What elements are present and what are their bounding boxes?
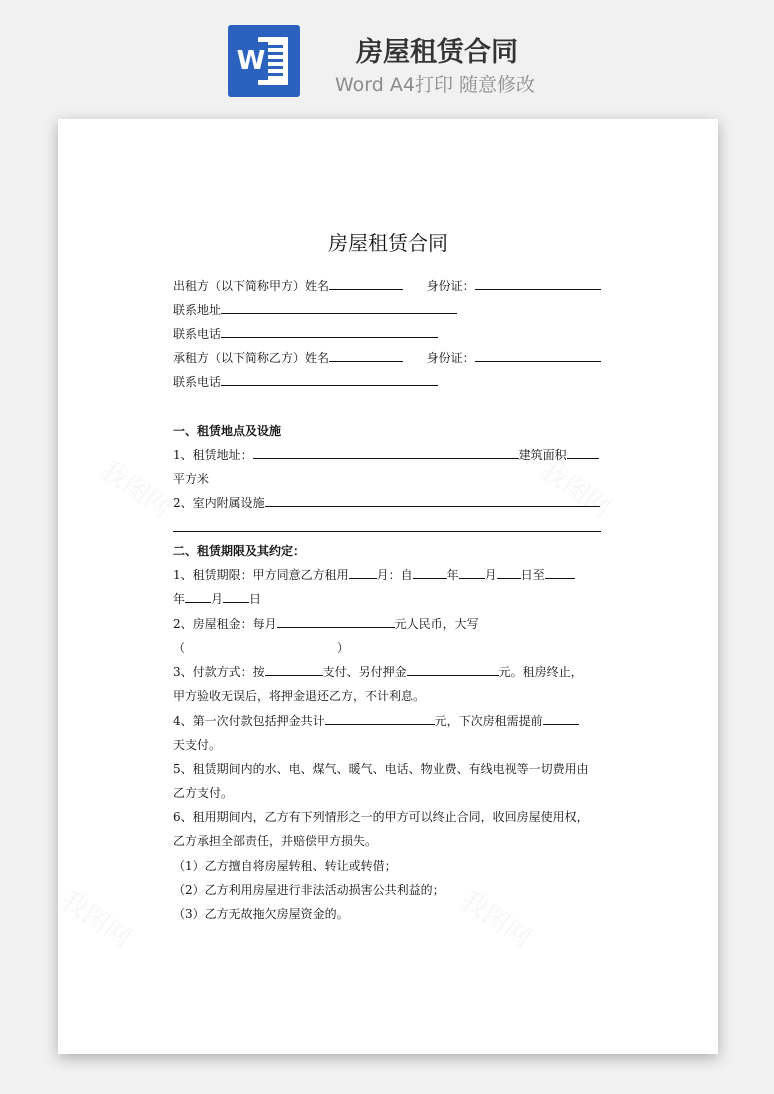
payment-text: 元。租房终止，: [498, 665, 583, 679]
blank: [413, 564, 447, 579]
payment-label: 3、付款方式：按: [173, 665, 265, 679]
blank: [567, 444, 599, 459]
payment-line: [173, 661, 583, 683]
blank: [543, 710, 579, 725]
fees-line: 5、租赁期间内的水、电、煤气、暖气、电话、物业费、有线电视等一切费用由: [173, 762, 589, 776]
blank-full-line: [173, 531, 601, 532]
address-label: 联系地址: [173, 303, 222, 317]
header-subtitle: Word A4打印 随意修改: [334, 74, 535, 96]
termination-line: 6、租用期间内，乙方有下列情形之一的甲方可以终止合同，收回房屋使用权，: [173, 810, 589, 824]
blank: [497, 564, 521, 579]
section2-heading: 二、租赁期限及其约定：: [173, 544, 306, 558]
blank: [223, 588, 249, 603]
blank: [407, 661, 499, 676]
payment-text: 支付、另付押金: [322, 665, 407, 679]
facilities-line: [173, 492, 600, 514]
term-text: 日: [249, 592, 262, 606]
blank: [459, 564, 485, 579]
blank: [221, 323, 438, 338]
watermark: [58, 880, 140, 955]
section1-heading: 一、租赁地点及设施: [173, 424, 282, 438]
blank: [265, 492, 600, 507]
blank: [349, 564, 377, 579]
blank: [277, 613, 395, 628]
blank: [475, 275, 601, 290]
term-text: 月: [484, 568, 497, 582]
lessee-phone-line: [173, 371, 438, 393]
address-line: [173, 299, 457, 321]
blank: [253, 444, 519, 459]
paren: （: [173, 641, 186, 655]
fees-line-2: 乙方支付。: [173, 786, 234, 800]
term-line: [173, 564, 575, 586]
area-unit: 平方米: [173, 472, 210, 486]
word-document-icon: [228, 25, 300, 97]
rental-address-line: [173, 444, 599, 466]
blank: [265, 661, 323, 676]
first-payment-line: [173, 710, 579, 732]
term-text: 月：自: [376, 568, 413, 582]
first-payment-label: 4、第一次付款包括押金共计: [173, 714, 325, 728]
lessor-line: [173, 275, 601, 297]
blank: [329, 347, 403, 362]
rent-capital-line: [173, 637, 349, 659]
term-text: 日至: [520, 568, 545, 582]
case-2: （2）乙方利用房屋进行非法活动损害公共利益的；: [173, 883, 445, 897]
facilities-label: 2、室内附属设施: [173, 496, 265, 510]
phone-label: 联系电话: [173, 327, 222, 341]
term-line-2: [173, 588, 261, 610]
id-label: 身份证：: [426, 351, 475, 365]
lessee-line: [173, 347, 601, 369]
termination-line-2: 乙方承担全部责任，并赔偿甲方损失。: [173, 834, 378, 848]
blank: [329, 275, 403, 290]
id-label: 身份证：: [426, 279, 475, 293]
blank: [221, 371, 438, 386]
case-3: （3）乙方无故拖欠房屋资金的。: [173, 907, 349, 921]
word-letter: W: [234, 42, 268, 80]
lessee-name-label: 承租方（以下简称乙方）姓名: [173, 351, 330, 365]
paren: ）: [337, 641, 350, 655]
term-text: 年: [446, 568, 459, 582]
rental-address-label: 1、租赁地址：: [173, 448, 253, 462]
rent-label: 2、房屋租金：每月: [173, 617, 277, 631]
document-page: [58, 119, 718, 1054]
first-payment-line-2: 天支付。: [173, 738, 222, 752]
lessor-name-label: 出租方（以下简称甲方）姓名: [173, 279, 330, 293]
blank: [325, 710, 435, 725]
case-1: （1）乙方擅自将房屋转租、转让或转借；: [173, 859, 397, 873]
blank: [221, 299, 457, 314]
blank: [185, 588, 211, 603]
payment-line-2: 甲方验收无误后，将押金退还乙方，不计利息。: [173, 689, 426, 703]
blank: [475, 347, 601, 362]
page-header: [0, 0, 774, 110]
term-text: 月: [211, 592, 224, 606]
first-payment-text: 元，下次房租需提前: [434, 714, 543, 728]
phone-label: 联系电话: [173, 375, 222, 389]
area-label: 建筑面积: [518, 448, 567, 462]
header-title: 房屋租赁合同: [356, 37, 518, 68]
term-text: 年: [173, 592, 186, 606]
rent-text: 元人民币，大写: [394, 617, 479, 631]
document-title: 房屋租赁合同: [328, 231, 448, 255]
rent-line: [173, 613, 479, 635]
watermark: [94, 450, 179, 525]
blank: [545, 564, 575, 579]
watermark: [454, 880, 539, 955]
term-label: 1、租赁期限：甲方同意乙方租用: [173, 568, 349, 582]
lessor-phone-line: [173, 323, 438, 345]
